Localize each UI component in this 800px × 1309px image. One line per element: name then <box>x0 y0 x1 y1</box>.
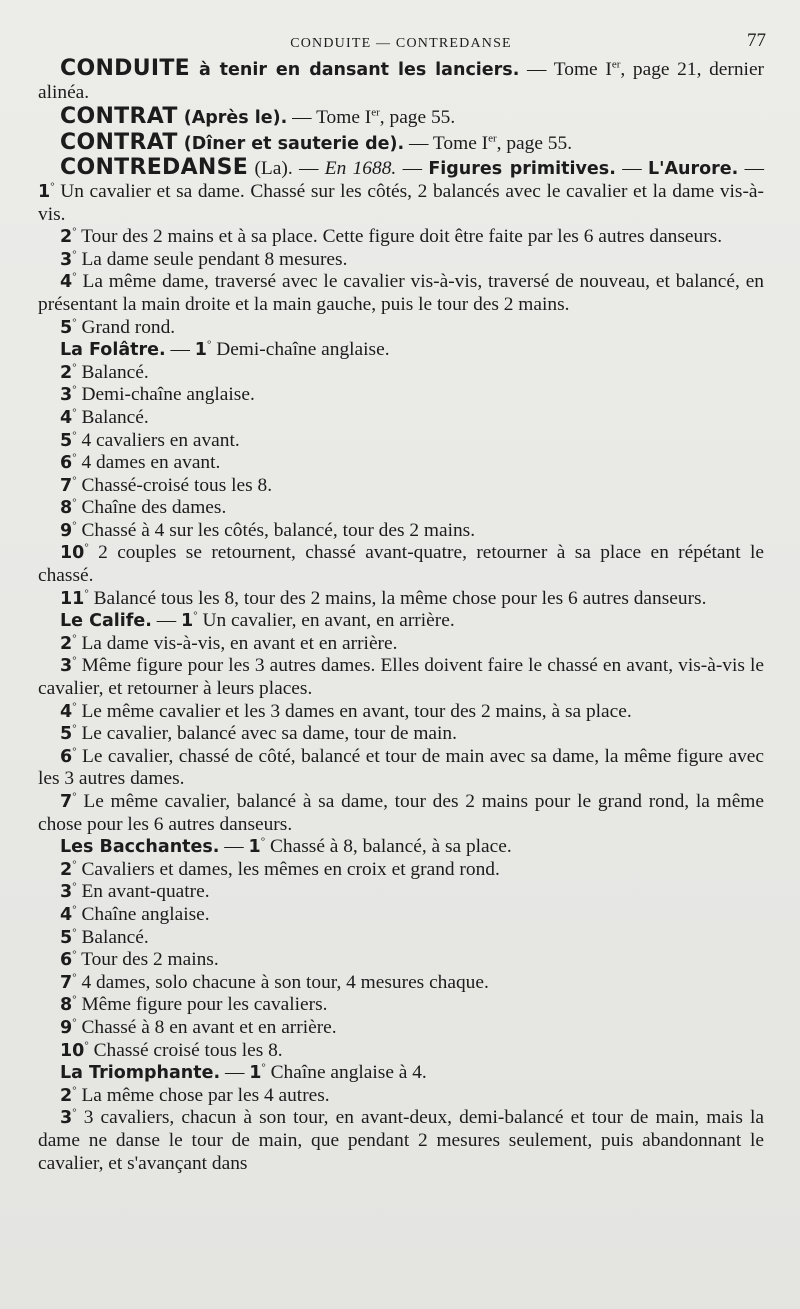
entry-ref-page: , page 55. <box>496 132 573 154</box>
figure-text: Chaîne anglaise à 4. <box>265 1062 427 1084</box>
running-head <box>38 30 764 56</box>
entry-paren: (La). — <box>248 158 325 180</box>
figure-line <box>38 881 764 904</box>
entry-subject: à tenir en dansant les lanciers. <box>190 60 520 80</box>
figure-text: La même chose par les 4 autres. <box>76 1084 330 1106</box>
dance-4 <box>38 1062 764 1085</box>
figure-line <box>38 362 764 385</box>
figure-line <box>38 452 764 475</box>
dance-2 <box>38 610 764 633</box>
figure-line <box>38 633 764 656</box>
ordinal-mark: ° <box>72 496 77 509</box>
figure-line <box>38 407 764 430</box>
figure-line <box>38 972 764 995</box>
figure-text: Le cavalier, balancé avec sa dame, tour de main. <box>76 723 457 745</box>
entry-keyword: CONDUITE <box>60 56 191 81</box>
figure-number: 6 <box>60 746 73 767</box>
dash: — <box>220 1062 250 1084</box>
figure-number: 11 <box>60 588 85 609</box>
ordinal-mark: ° <box>72 1106 77 1119</box>
figure-text: La dame seule pendant 8 mesures. <box>76 248 348 270</box>
figure-line <box>38 904 764 927</box>
running-title: CONDUITE — CONTREDANSE <box>290 36 512 51</box>
figure-text: Chassé croisé tous les 8. <box>88 1039 283 1061</box>
figure-line <box>38 542 764 587</box>
figure-line <box>38 1017 764 1040</box>
ordinal-mark: ° <box>72 858 77 871</box>
entry-keyword: CONTREDANSE <box>60 155 249 181</box>
figure-line <box>38 430 764 453</box>
ordinal-mark: ° <box>72 700 77 713</box>
figure-line <box>38 497 764 520</box>
figure-number: 2 <box>60 633 73 654</box>
ordinal-mark: ° <box>84 542 89 554</box>
dash: — <box>396 158 429 180</box>
figure-number: 4 <box>60 272 73 293</box>
ordinal-mark: ° <box>72 361 77 374</box>
figure-number: 9 <box>60 520 73 541</box>
figure-text: Balancé tous les 8, tour des 2 mains, la même chose pour les 6 autres danseurs. <box>88 587 707 609</box>
ordinal-mark: ° <box>84 587 89 600</box>
entry-ref-page: , page 55. <box>379 107 456 129</box>
dash: — <box>615 158 648 180</box>
dance-1 <box>38 339 764 362</box>
ordinal-mark: ° <box>72 451 77 464</box>
figure-line <box>38 317 764 340</box>
ordinal-mark: ° <box>50 180 55 193</box>
entry-ref-page: , page 21, dernier alinéa. <box>38 59 765 103</box>
figure-line <box>38 1107 764 1175</box>
figure-number: 10 <box>60 543 85 564</box>
superscript: er <box>371 106 380 119</box>
ordinal-mark: ° <box>72 270 77 283</box>
dance-title: Le Calife. <box>60 611 152 632</box>
ordinal-mark: ° <box>72 1016 77 1029</box>
ordinal-mark: ° <box>72 722 77 735</box>
figure-number: 3 <box>60 1108 73 1129</box>
figure-line <box>38 655 764 700</box>
page-body <box>38 58 764 1175</box>
entry-contrat-2 <box>38 129 764 156</box>
figure-text: Le même cavalier, balancé à sa dame, tour des 2 mains pour le grand rond, la même chose pour les 6 autres danseurs. <box>38 791 764 835</box>
ordinal-mark: ° <box>84 1039 89 1052</box>
figure-line <box>38 249 764 272</box>
section-heading: Figures primitives. <box>428 159 616 180</box>
figure-line <box>38 1085 764 1108</box>
page-number: 77 <box>747 30 766 51</box>
dash: — <box>219 836 249 858</box>
entry-keyword: CONTRAT <box>60 129 178 155</box>
figure-text: Demi-chaîne anglaise. <box>211 339 390 361</box>
ordinal-mark: ° <box>72 429 77 442</box>
ordinal-mark: ° <box>72 993 77 1006</box>
ordinal-mark: ° <box>261 1061 266 1074</box>
figure-text: Chaîne des dames. <box>76 497 227 519</box>
superscript: er <box>611 58 621 71</box>
figure-text: Cavaliers et dames, les mêmes en croix et grand rond. <box>76 858 500 880</box>
figure-line <box>38 226 764 249</box>
figure-number: 2 <box>60 1085 73 1106</box>
figure-number: 3 <box>60 656 73 677</box>
figure-text: Chassé à 4 sur les côtés, balancé, tour des 2 mains. <box>76 519 476 541</box>
figure-line <box>38 520 764 543</box>
figure-number: 6 <box>60 950 73 971</box>
figure-text: La dame vis-à-vis, en avant et en arrière. <box>76 632 398 654</box>
ordinal-mark: ° <box>206 338 212 351</box>
figure-number: 5 <box>60 317 73 338</box>
ordinal-mark: ° <box>72 745 77 758</box>
figure-text: Même figure pour les cavaliers. <box>76 994 328 1016</box>
ordinal-mark: ° <box>72 971 77 984</box>
figure-number: 1 <box>194 340 207 361</box>
figure-text: Balancé. <box>76 926 149 948</box>
figure-line <box>38 994 764 1017</box>
figure-number: 3 <box>60 882 73 903</box>
entry-ref: — Tome I <box>404 132 489 154</box>
figure-number: 2 <box>60 859 73 880</box>
figure-text: Tour des 2 mains. <box>76 949 219 971</box>
figure-text: En avant-quatre. <box>76 881 210 903</box>
figure-number: 1 <box>248 837 261 858</box>
figure-number: 7 <box>60 972 73 993</box>
dance-title: Les Bacchantes. <box>60 837 220 858</box>
figure-text: 4 dames, solo chacune à son tour, 4 mesures chaque. <box>76 971 489 993</box>
ordinal-mark: ° <box>260 835 266 848</box>
ordinal-mark: ° <box>72 948 77 961</box>
figure-number: 3 <box>60 249 73 270</box>
entry-keyword: CONTRAT <box>60 104 178 130</box>
figure-line <box>38 384 764 407</box>
figure-number: 8 <box>60 995 73 1016</box>
figure-number: 1 <box>249 1063 262 1084</box>
figure-line <box>38 1040 764 1063</box>
ordinal-mark: ° <box>72 248 77 261</box>
figure-text: 4 dames en avant. <box>76 452 221 474</box>
ordinal-mark: ° <box>72 225 77 238</box>
ordinal-mark: ° <box>72 632 77 645</box>
ordinal-mark: ° <box>72 1084 77 1097</box>
ordinal-mark: ° <box>72 880 77 893</box>
figure-text: Chassé à 8, balancé, à sa place. <box>265 836 512 858</box>
figure-text: Même figure pour les 3 autres dames. Elles doivent faire le chassé en avant, vis-à-vis le cavalier, et retourner à leurs places. <box>38 655 764 700</box>
figure-number: 10 <box>60 1040 85 1061</box>
ordinal-mark: ° <box>72 790 77 803</box>
dash: — <box>151 610 181 632</box>
superscript: er <box>488 132 497 145</box>
figure-text: Tour des 2 mains et à sa place. Cette figure doit être faite par les 6 autres danseurs. <box>76 226 723 248</box>
figure-text: Le même cavalier et les 3 dames en avant, tour des 2 mains, à sa place. <box>76 700 632 722</box>
figure-number: 5 <box>60 430 73 451</box>
figure-text: 2 couples se retournent, chassé avant-quatre, retourner à sa place en répétant le chassé. <box>38 542 764 587</box>
entry-ref: — Tome I <box>519 59 612 80</box>
entry-date: En 1688. <box>324 158 397 180</box>
figure-number: 1 <box>181 611 194 632</box>
dance-title: L'Aurore. <box>647 159 739 180</box>
figure-text: Balancé. <box>76 406 149 428</box>
entry-conduite-0 <box>38 58 764 104</box>
ordinal-mark: ° <box>193 609 198 622</box>
ordinal-mark: ° <box>72 654 77 667</box>
figure-text: 3 cavaliers, chacun à son tour, en avant-deux, demi-balancé et tour de main, mais la dame ne danse le tour de main, que pendant 2 mesures seulement, puis abandonnant le cavalier, et s'avançant dans <box>38 1107 764 1174</box>
figure-number: 4 <box>60 407 73 428</box>
figure-line <box>38 791 764 836</box>
figure-number: 6 <box>60 453 73 474</box>
figure-number: 5 <box>60 724 73 745</box>
figure-number: 2 <box>60 227 73 248</box>
figure-text: Demi-chaîne anglaise. <box>76 384 255 406</box>
figure-text: Chassé-croisé tous les 8. <box>76 474 273 496</box>
figure-text: La même dame, traversé avec le cavalier vis-à-vis, traversé de nouveau, et balancé, en présentant la main droite et la main gauche, puis le tour des 2 mains. <box>38 271 764 315</box>
figure-number: 4 <box>60 904 73 925</box>
figure-text: 4 cavaliers en avant. <box>76 429 240 451</box>
figure-number: 5 <box>60 927 73 948</box>
dash: — <box>165 339 195 361</box>
figure-line <box>38 701 764 724</box>
figure-number: 7 <box>60 792 73 812</box>
figure-text: Balancé. <box>76 361 149 383</box>
ordinal-mark: ° <box>72 406 77 419</box>
figure-line <box>38 859 764 882</box>
figure-line <box>38 475 764 498</box>
ordinal-mark: ° <box>72 926 77 939</box>
figure-number: 3 <box>60 385 73 406</box>
dash: — <box>738 158 764 180</box>
figure-line <box>38 723 764 746</box>
figure-text: Chaîne anglaise. <box>76 903 210 925</box>
figure-number: 1 <box>38 181 51 202</box>
figure-number: 8 <box>60 498 73 519</box>
figure-text: Un cavalier et sa dame. Chassé sur les côtés, 2 balancés avec le cavalier et la dame vis-à-vis. <box>38 180 764 225</box>
dance-title: La Folâtre. <box>60 340 166 361</box>
ordinal-mark: ° <box>72 903 77 916</box>
dance-title: La Triomphante. <box>60 1063 221 1084</box>
entry-subject: (Après le). <box>177 108 288 129</box>
figure-line <box>38 271 764 316</box>
ordinal-mark: ° <box>72 519 77 532</box>
figure-number: 7 <box>60 475 73 496</box>
figure-line <box>38 746 764 791</box>
figure-text: Grand rond. <box>76 316 176 338</box>
figure-line <box>38 949 764 972</box>
figure-line <box>38 927 764 950</box>
figure-text: Un cavalier, en avant, en arrière. <box>197 610 455 632</box>
figure-number: 2 <box>60 362 73 383</box>
figure-number: 4 <box>60 701 73 722</box>
ordinal-mark: ° <box>72 316 77 329</box>
figure-text: Chassé à 8 en avant et en arrière. <box>76 1016 337 1038</box>
ordinal-mark: ° <box>72 474 77 487</box>
entry-subject: (Dîner et sauterie de). <box>177 133 405 154</box>
dance-3 <box>38 836 764 859</box>
ordinal-mark: ° <box>72 383 77 396</box>
figure-text: Le cavalier, chassé de côté, balancé et tour de main avec sa dame, la même figure avec les 3 autres dames. <box>38 745 764 790</box>
entry-contrat-1 <box>38 106 764 130</box>
entry-ref: — Tome I <box>287 107 372 129</box>
entry-contredanse <box>38 157 764 226</box>
figure-line <box>38 588 764 611</box>
figure-number: 9 <box>60 1017 73 1038</box>
